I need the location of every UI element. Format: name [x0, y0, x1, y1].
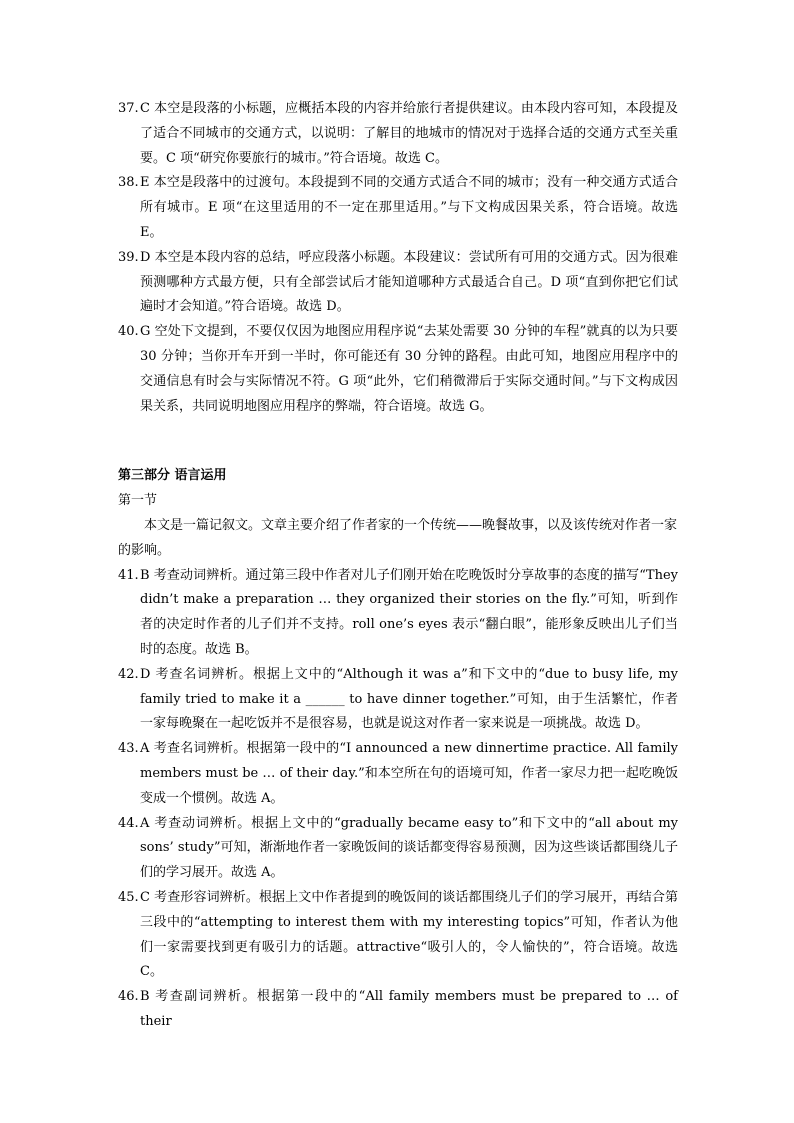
item-text: C 考查形容词辨析。根据上文中作者提到的晚饭间的谈话都围绕儿子们的学习展开，再结合第三段中的“attempting to interest them with my interesting topics”可知，作者认为他们一家需要找到更有吸引力的话题。attractive“吸引人的，令人愉快的”，符合语境。故选 C。 [140, 889, 678, 980]
passage-summary: 本文是一篇记叙文。文章主要介绍了作者家的一个传统——晚餐故事，以及该传统对作者一家的影响。 [118, 517, 678, 558]
item-text: B 考查副词辨析。根据第一段中的“All family members must be prepared to … of their [140, 989, 678, 1029]
answer-item [118, 886, 678, 985]
item-text: A 考查动词辨析。根据上文中的“gradually became easy to”和下文中的“all about my sons’ study”可知，渐渐地作者一家晚饭间的谈话都变得容易预测，因为这些谈话都围绕儿子们的学习展开。故选 A。 [140, 815, 678, 881]
subsection-heading: 第一节 [118, 493, 158, 509]
item-number: 46. [118, 989, 139, 1005]
answer-item [118, 97, 678, 171]
answer-item [118, 320, 678, 419]
section-heading: 第三部分 语言运用 [118, 468, 227, 484]
item-number: 45. [118, 889, 139, 905]
item-text: D 考查名词辨析。根据上文中的“Although it was a”和下文中的“due to busy life, my family tried to make it a ______ to have dinner together.”可知，由于生活繁忙，作者一家每晚聚在一起吃饭并不是很容易，也就是说这对作者一家来说是一项挑战。故选 D。 [140, 666, 678, 732]
item-number: 40. [118, 324, 139, 340]
answer-item [118, 564, 678, 663]
answer-item [118, 812, 678, 886]
answer-list-part-2 [118, 564, 678, 1035]
section-gap [118, 419, 678, 464]
item-number: 38. [118, 175, 139, 191]
document-page [118, 97, 678, 1035]
item-text: B 考查动词辨析。通过第三段中作者对儿子们刚开始在吃晚饭时分享故事的态度的描写“They didn’t make a preparation … they organized their stories on the fly.”可知，听到作者的决定时作者的儿子们并不支持。roll one’s eyes 表示“翻白眼”，能形象反映出儿子们当时的态度。故选 B。 [140, 567, 678, 657]
item-text: G 空处下文提到，不要仅仅因为地图应用程序说“去某处需要 30 分钟的车程”就真的以为只要 30 分钟；当你开车开到一半时，你可能还有 30 分钟的路程。由此可知，地图应用程序中的交通信息有时会与实际情况不符。G 项“此外，它们稍微滞后于实际交通时间。”与下文构成因果关系，共同说明地图应用程序的弊端，符合语境。故选 G。 [140, 324, 678, 414]
item-number: 39. [118, 249, 139, 265]
answer-item [118, 985, 678, 1035]
item-text: D 本空是本段内容的总结，呼应段落小标题。本段建议：尝试所有可用的交通方式。因为很难预测哪种方式最方便，只有全部尝试后才能知道哪种方式最适合自己。D 项“直到你把它们试遍时才会知道。”符合语境。故选 D。 [140, 249, 678, 315]
answer-list-part-1 [118, 97, 678, 419]
item-number: 37. [118, 101, 139, 116]
answer-item [118, 737, 678, 811]
answer-item [118, 246, 678, 320]
answer-item [118, 663, 678, 737]
item-text: E 本空是段落中的过渡句。本段提到不同的交通方式适合不同的城市；没有一种交通方式适合所有城市。E 项“在这里适用的不一定在那里适用。”与下文构成因果关系，符合语境。故选 E。 [140, 175, 678, 240]
item-number: 44. [118, 815, 139, 831]
item-number: 43. [118, 741, 139, 757]
item-number: 42. [118, 666, 139, 682]
answer-item [118, 171, 678, 245]
item-text: C 本空是段落的小标题，应概括本段的内容并给旅行者提供建议。由本段内容可知，本段提及了适合不同城市的交通方式，以说明：了解目的地城市的情况对于选择合适的交通方式至关重要。C 项“研究你要旅行的城市。”符合语境。故选 C。 [140, 101, 678, 166]
item-number: 41. [118, 567, 139, 583]
item-text: A 考查名词辨析。根据第一段中的“I announced a new dinnertime practice. All family members must be … of their day.”和本空所在句的语境可知，作者一家尽力把一起吃晚饭变成一个惯例。故选 A。 [140, 741, 678, 806]
